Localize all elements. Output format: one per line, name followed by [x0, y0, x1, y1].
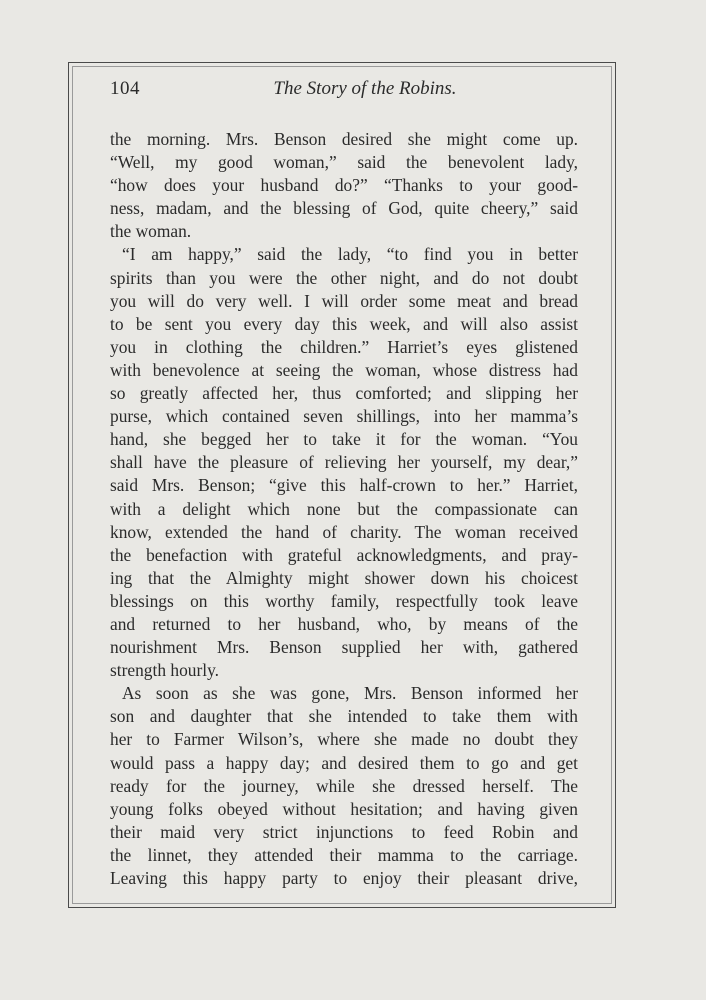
text-line: hand, she begged her to take it for the woman. “You	[110, 429, 578, 450]
running-head	[110, 78, 590, 108]
text-line: son and daughter that she intended to take them with	[110, 706, 578, 727]
text-line: young folks obeyed without hesitation; and having given	[110, 798, 578, 819]
text-line: the morning. Mrs. Benson desired she might come up.	[110, 129, 578, 149]
text-line: you in clothing the children.” Harriet’s eyes glistened	[110, 336, 578, 357]
text-line: and returned to her husband, who, by means of the	[110, 613, 578, 634]
text-line: “Well, my good woman,” said the benevolent lady,	[110, 152, 578, 173]
text-line: so greatly affected her, thus comforted; and slipping her	[110, 383, 578, 404]
text-line: the benefaction with grateful acknowledgments, and pray-	[110, 544, 578, 565]
body-text	[110, 128, 578, 890]
text-line: with benevolence at seeing the woman, whose distress had	[110, 359, 578, 380]
paragraph-start-line: As soon as she was gone, Mrs. Benson informed her	[122, 683, 578, 704]
text-line: with a delight which none but the compassionate can	[110, 498, 578, 519]
text-line: “how does your husband do?” “Thanks to your good-	[110, 175, 578, 196]
running-title: The Story of the Robins.	[273, 78, 457, 99]
text-line: you will do very well. I will order some meat and bread	[110, 290, 578, 311]
text-line: spirits than you were the other night, and do not doubt	[110, 267, 578, 288]
page-number: 104	[110, 78, 140, 99]
text-line: ready for the journey, while she dressed herself. The	[110, 775, 578, 796]
text-line: Leaving this happy party to enjoy their pleasant drive,	[110, 868, 578, 888]
text-line: would pass a happy day; and desired them to go and get	[110, 752, 578, 773]
text-line: to be sent you every day this week, and will also assist	[110, 313, 578, 334]
text-line: purse, which contained seven shillings, into her mamma’s	[110, 406, 578, 427]
paragraph-start-line: “I am happy,” said the lady, “to find you in better	[122, 244, 578, 265]
text-line: shall have the pleasure of relieving her yourself, my dear,”	[110, 452, 578, 473]
text-line: said Mrs. Benson; “give this half-crown to her.” Harriet,	[110, 475, 578, 496]
text-line: strength hourly.	[110, 660, 219, 681]
text-line: ing that the Almighty might shower down his choicest	[110, 567, 578, 588]
text-line: know, extended the hand of charity. The woman received	[110, 521, 578, 542]
text-line: blessings on this worthy family, respectfully took leave	[110, 590, 578, 611]
text-line: nourishment Mrs. Benson supplied her with, gathered	[110, 637, 578, 658]
text-line: her to Farmer Wilson’s, where she made no doubt they	[110, 729, 578, 750]
text-line: ness, madam, and the blessing of God, quite cheery,” said	[110, 198, 578, 219]
text-line: the woman.	[110, 221, 192, 242]
text-line: the linnet, they attended their mamma to the carriage.	[110, 844, 578, 865]
text-line: their maid very strict injunctions to feed Robin and	[110, 821, 578, 842]
